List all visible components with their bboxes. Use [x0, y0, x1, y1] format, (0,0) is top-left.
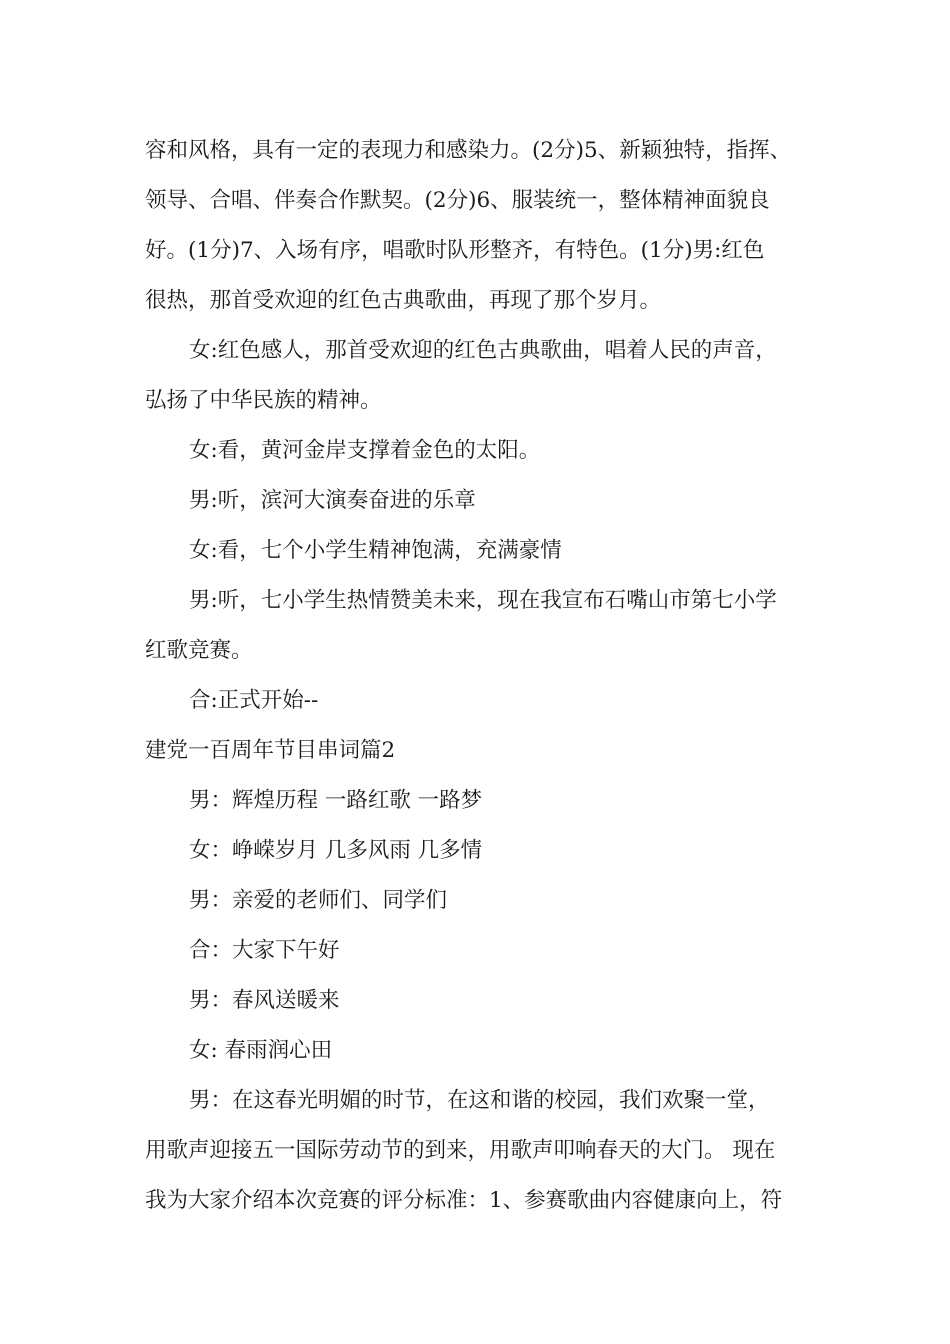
- text-line: 女: 春雨润心田: [189, 1038, 333, 1063]
- text-line: 男：春风送暖来: [189, 988, 340, 1013]
- text-line: 女：峥嵘岁月 几多风雨 几多情: [189, 838, 483, 863]
- text-line: 我为大家介绍本次竞赛的评分标准：1、参赛歌曲内容健康向上，符: [145, 1188, 783, 1213]
- text-line: 合：大家下午好: [189, 938, 340, 963]
- document-body: [145, 126, 810, 1226]
- text-line: 弘扬了中华民族的精神。: [145, 388, 382, 413]
- text-line: 用歌声迎接五一国际劳动节的到来，用歌声叩响春天的大门。 现在: [145, 1138, 776, 1163]
- text-line: 女:看，黄河金岸支撑着金色的太阳。: [189, 438, 541, 463]
- text-line: 男：在这春光明媚的时节，在这和谐的校园，我们欢聚一堂，: [189, 1088, 770, 1113]
- text-line: 好。(1分)7、入场有序，唱歌时队形整齐，有特色。(1分)男:红色: [145, 238, 765, 263]
- text-line: 男:听，滨河大演奏奋进的乐章: [189, 488, 476, 513]
- text-line: 红歌竞赛。: [145, 638, 253, 663]
- text-line: 女:红色感人，那首受欢迎的红色古典歌曲，唱着人民的声音，: [189, 338, 777, 363]
- text-line: 领导、合唱、伴奏合作默契。(2分)6、服装统一，整体精神面貌良: [145, 188, 770, 213]
- text-line: 合:正式开始--: [189, 688, 319, 713]
- text-line: 男:听，七小学生热情赞美未来，现在我宣布石嘴山市第七小学: [189, 588, 777, 613]
- section-heading: 建党一百周年节目串词篇2: [145, 738, 396, 763]
- text-line: 容和风格，具有一定的表现力和感染力。(2分)5、新颖独特，指挥、: [145, 138, 792, 163]
- text-line: 男：辉煌历程 一路红歌 一路梦: [189, 788, 483, 813]
- text-line: 很热，那首受欢迎的红色古典歌曲，再现了那个岁月。: [145, 288, 662, 313]
- text-line: 女:看，七个小学生精神饱满，充满豪情: [189, 538, 562, 563]
- text-line: 男：亲爱的老师们、同学们: [189, 888, 448, 913]
